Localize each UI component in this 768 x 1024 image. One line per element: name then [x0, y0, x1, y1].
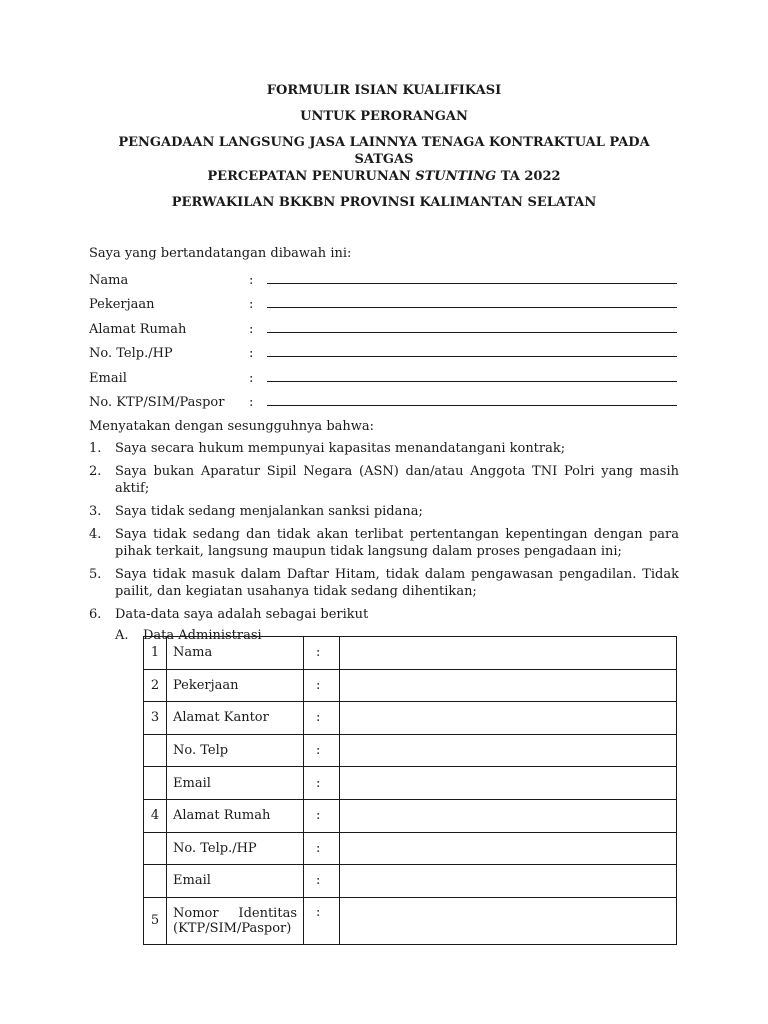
- form-subtitle: UNTUK PERORANGAN: [300, 109, 468, 124]
- list-item: 6. Data-data saya adalah sebagai berikut: [89, 607, 369, 622]
- field-input-line[interactable]: [267, 318, 677, 333]
- office-title: PERWAKILAN BKKBN PROVINSI KALIMANTAN SELATAN: [171, 195, 597, 210]
- procurement-title-line2: PERCEPATAN PENURUNAN STUNTING TA 2022: [207, 169, 561, 184]
- field-telp: No. Telp./HP :: [89, 337, 679, 362]
- table-row: No. Telp./HP :: [144, 832, 677, 865]
- procurement-title: [89, 134, 679, 185]
- field-email: Email :: [89, 361, 679, 386]
- table-input-cell[interactable]: [340, 799, 677, 832]
- list-item: 4. Saya tidak sedang dan tidak akan terlibat pertentangan kepentingan dengan para pihak terkait, langsung maupun tidak langsung dalam proses pengadaan ini;: [89, 527, 679, 559]
- table-input-cell[interactable]: [340, 702, 677, 735]
- personal-fields: [89, 263, 679, 410]
- table-row: No. Telp :: [144, 734, 677, 767]
- field-label: Alamat Rumah: [89, 321, 187, 337]
- field-label: No. KTP/SIM/Paspor: [89, 395, 225, 410]
- table-row: 3 Alamat Kantor :: [144, 702, 677, 735]
- statement-list: [89, 440, 679, 623]
- table-input-cell[interactable]: [340, 669, 677, 702]
- field-pekerjaan: Pekerjaan :: [89, 288, 679, 313]
- subsection-heading: A. Data Administrasi: [115, 628, 262, 643]
- list-item: 1. Saya secara hukum mempunyai kapasitas menandatangani kontrak;: [89, 441, 566, 456]
- table-row: Email :: [144, 865, 677, 898]
- table-input-cell[interactable]: [340, 767, 677, 800]
- table-row: 2 Pekerjaan :: [144, 669, 677, 702]
- table-input-cell[interactable]: [340, 832, 677, 865]
- field-label: Email: [89, 370, 127, 386]
- administration-table: [143, 636, 677, 945]
- table-input-cell[interactable]: [340, 637, 677, 670]
- table-input-cell[interactable]: [340, 865, 677, 898]
- table-input-cell[interactable]: [340, 734, 677, 767]
- table-input-cell[interactable]: [340, 897, 677, 944]
- field-ktp: No. KTP/SIM/Paspor :: [89, 386, 679, 411]
- field-input-line[interactable]: [267, 293, 677, 308]
- table-row: 1 Nama :: [144, 637, 677, 670]
- table-row: 5 Nomor Identitas (KTP/SIM/Paspor) :: [144, 897, 677, 944]
- field-input-line[interactable]: [267, 269, 677, 284]
- declaration-intro: Menyatakan dengan sesungguhnya bahwa:: [89, 419, 375, 434]
- list-item: 5. Saya tidak masuk dalam Daftar Hitam, tidak dalam pengawasan pengadilan. Tidak pailit, dan kegiatan usahanya tidak sedang dihentikan;: [89, 567, 679, 599]
- procurement-title-line1: PENGADAAN LANGSUNG JASA LAINNYA TENAGA KONTRAKTUAL PADA SATGAS: [118, 135, 650, 167]
- table-row: Email :: [144, 767, 677, 800]
- field-alamat-rumah: Alamat Rumah :: [89, 312, 679, 337]
- table-row: 4 Alamat Rumah :: [144, 799, 677, 832]
- field-label: Nama: [89, 272, 129, 288]
- form-title: FORMULIR ISIAN KUALIFIKASI: [266, 83, 502, 98]
- field-label: No. Telp./HP: [89, 346, 173, 361]
- field-nama: Nama :: [89, 263, 679, 288]
- list-item: 3. Saya tidak sedang menjalankan sanksi pidana;: [89, 504, 423, 519]
- field-input-line[interactable]: [267, 367, 677, 382]
- field-label: Pekerjaan: [89, 297, 155, 312]
- list-item: 2. Saya bukan Aparatur Sipil Negara (ASN) dan/atau Anggota TNI Polri yang masih aktif;: [89, 464, 679, 496]
- field-input-line[interactable]: [267, 342, 677, 357]
- intro-text: Saya yang bertandatangan dibawah ini:: [89, 246, 352, 261]
- field-input-line[interactable]: [267, 391, 677, 406]
